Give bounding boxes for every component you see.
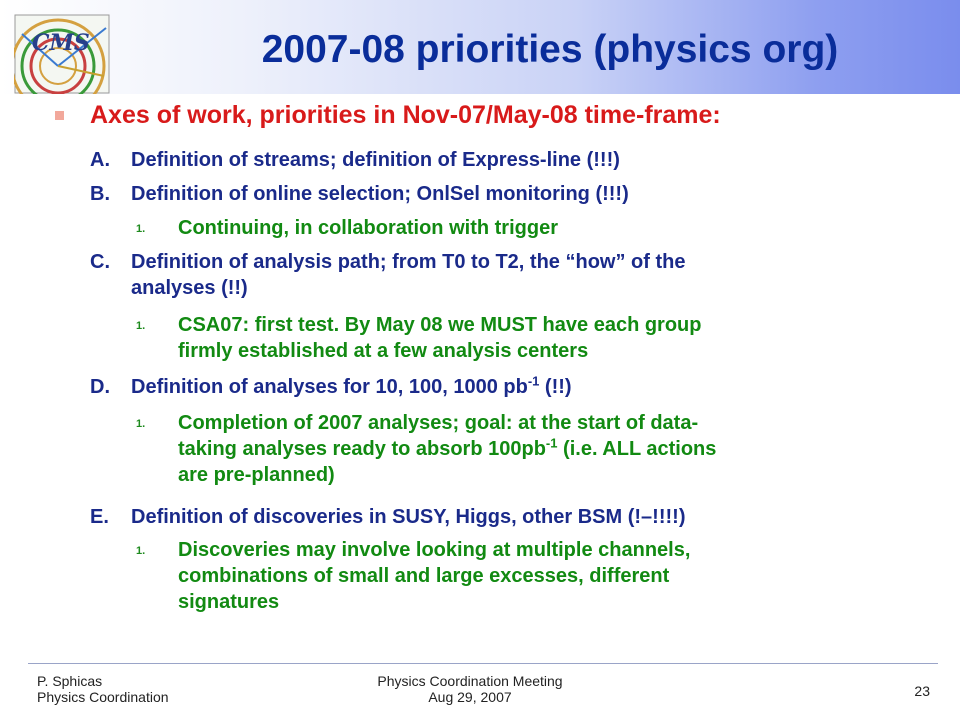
footer-meeting-name: Physics Coordination Meeting (377, 673, 563, 689)
item-b-text: Definition of online selection; OnlSel monitoring (!!!) (131, 183, 629, 205)
item-d-text (131, 375, 921, 399)
footer-author (37, 673, 169, 705)
item-e1-text-line3: signatures (178, 591, 280, 613)
item-d-superscript: -1 (527, 373, 540, 389)
footer-author-role: Physics Coordination (37, 689, 169, 705)
item-c-label: C. (90, 251, 110, 273)
item-a-text: Definition of streams; definition of Express-line (!!!) (131, 149, 620, 171)
item-d1-text-line2 (178, 437, 918, 461)
item-d1-line2-main: taking analyses ready to absorb 100pb (178, 438, 546, 460)
footer-meeting (330, 673, 610, 705)
item-e1-text-line1: Discoveries may involve looking at multiple channels, (178, 539, 691, 561)
heading-bullet: Axes of work, priorities in Nov-07/May-08 time-frame: (90, 101, 721, 129)
item-c1-number: 1. (136, 320, 146, 332)
item-b1-text: Continuing, in collaboration with trigger (178, 217, 558, 239)
item-b1-number: 1. (136, 223, 146, 235)
square-bullet-icon (55, 111, 64, 120)
cms-logo-text: CMS (32, 30, 90, 56)
footer-date: Aug 29, 2007 (428, 689, 512, 705)
item-d1-text-line3: are pre-planned) (178, 464, 335, 486)
slide-title: 2007-08 priorities (physics org) (261, 28, 839, 71)
item-c-text-line2: analyses (!!) (131, 277, 248, 299)
item-b-label: B. (90, 183, 110, 205)
item-c-text-line1: Definition of analysis path; from T0 to T2, the “how” of the (131, 251, 686, 273)
item-e-text: Definition of discoveries in SUSY, Higgs, other BSM (!–!!!!) (131, 506, 686, 528)
item-d1-text-line1: Completion of 2007 analyses; goal: at the start of data- (178, 412, 699, 434)
item-e-label: E. (90, 506, 109, 528)
footer-author-name: P. Sphicas (37, 673, 103, 689)
item-d1-number: 1. (136, 418, 146, 430)
item-e1-number: 1. (136, 545, 146, 557)
item-d1-line2-tail: (i.e. ALL actions (557, 438, 717, 460)
item-c1-text-line1: CSA07: first test. By May 08 we MUST have each group (178, 314, 702, 336)
item-d-text-main: Definition of analyses for 10, 100, 1000 pb (131, 376, 528, 398)
item-d1-superscript: -1 (545, 435, 558, 451)
item-e1-text-line2: combinations of small and large excesses, different (178, 565, 670, 587)
footer-divider (28, 663, 938, 664)
item-d-label: D. (90, 376, 110, 398)
item-c1-text-line2: firmly established at a few analysis centers (178, 340, 589, 362)
item-a-label: A. (90, 149, 110, 171)
item-d-text-tail: (!!) (539, 376, 572, 398)
page-number: 23 (914, 683, 930, 699)
